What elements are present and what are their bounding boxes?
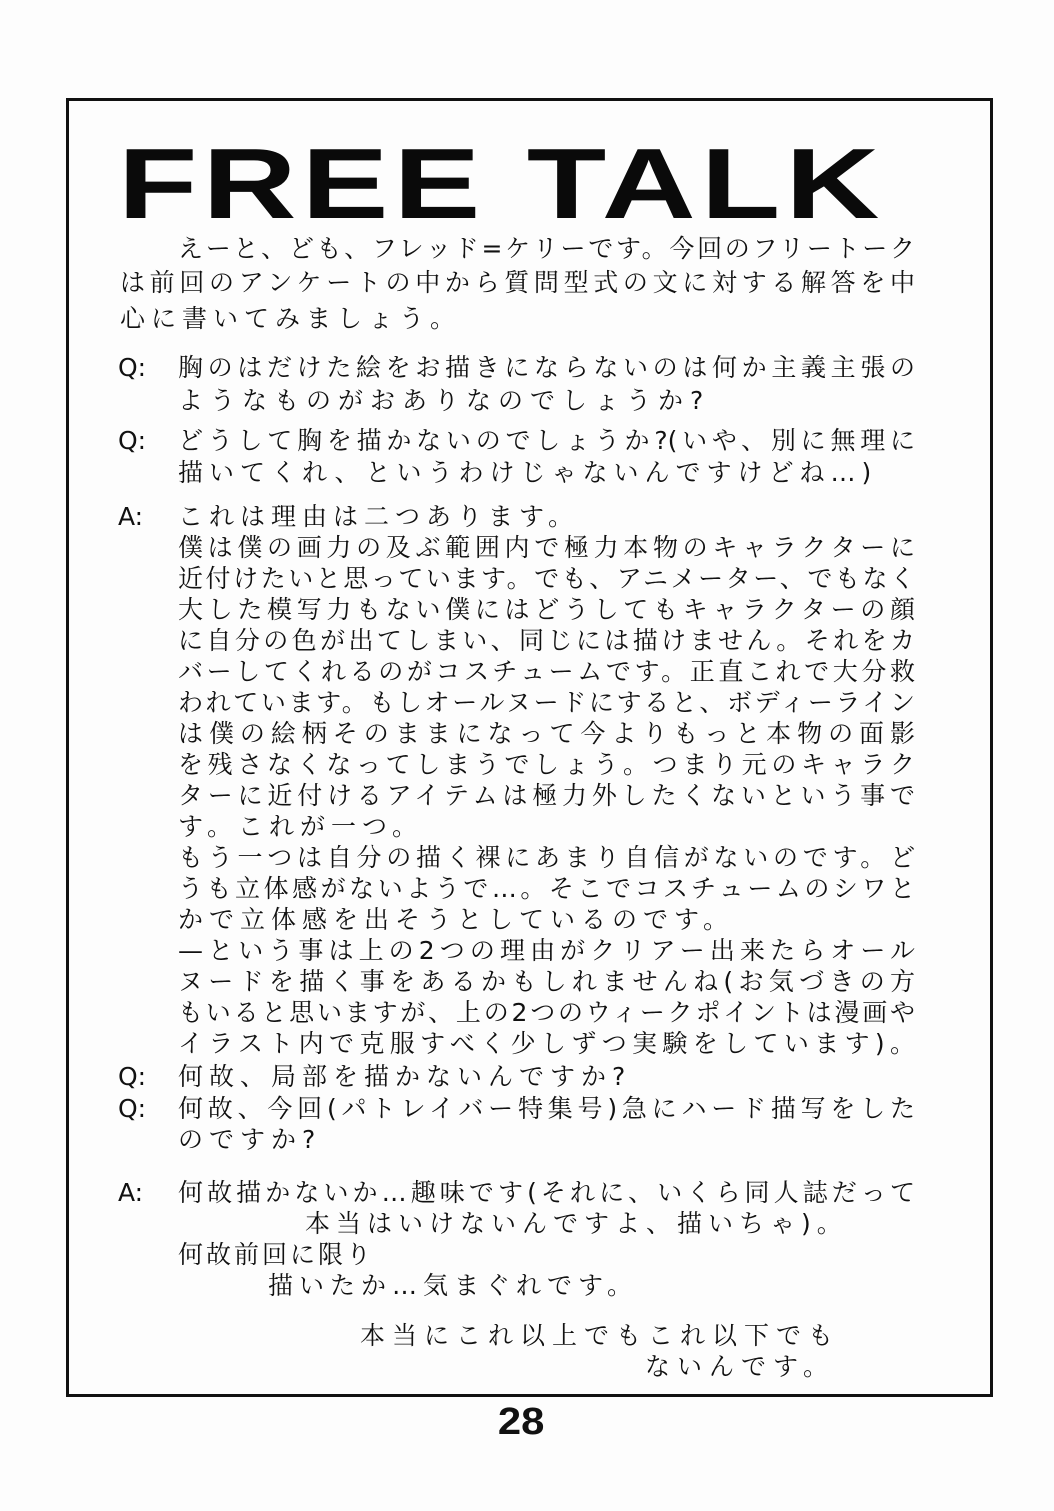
answer-line: 何故描かないか…趣味です(それに、いくら同人誌だって (178, 1178, 915, 1207)
intro-line: えーと、ども、フレッド=ケリーです。今回のフリートーク (178, 234, 915, 263)
question-label: Q: (118, 426, 147, 455)
question-line: のですか? (178, 1125, 322, 1154)
page-number: 28 (497, 1401, 545, 1443)
question-label: Q: (118, 1062, 147, 1091)
closing-line: ないんです。 (645, 1352, 836, 1381)
answer-label: A: (118, 1178, 144, 1207)
question-label: Q: (118, 353, 147, 382)
question-line: 描いてくれ、というわけじゃないんですけどね…) (178, 458, 878, 487)
answer-line: ターに近付けるアイテムは極力外したくないという事で (178, 781, 915, 810)
intro-line: 心に書いてみましょう。 (120, 304, 462, 333)
answer-line: かで立体感を出そうとしているのです。 (178, 905, 735, 934)
question-line: 胸のはだけた絵をお描きにならないのは何か主義主張の (178, 353, 915, 382)
answer-line: ヌードを描く事をあるかもしれませんね(お気づきの方 (178, 967, 915, 996)
answer-line: 大した模写力もない僕にはどうしてもキャラクターの顔 (178, 595, 915, 624)
page-title: FREE TALK (118, 128, 885, 240)
answer-label: A: (118, 502, 144, 531)
answer-line: は僕の絵柄そのままになって今よりもっと本物の面影 (178, 719, 915, 748)
answer-line: バーしてくれるのがコスチュームです。正直これで大分救 (178, 657, 915, 686)
answer-line: に自分の色が出てしまい、同じには描けません。それをカ (178, 626, 915, 655)
answer-line: これは理由は二つあります。 (178, 502, 580, 531)
answer-line: うも立体感がないようで…。そこでコスチュームのシワと (178, 874, 915, 903)
question-line: ようなものがおありなのでしょうか? (178, 386, 711, 415)
question-label: Q: (118, 1094, 147, 1123)
question-line: 何故、局部を描かないんですか? (178, 1062, 632, 1091)
answer-line: われています。もしオールヌードにすると、ボディーライン (178, 688, 915, 717)
answer-line: 僕は僕の画力の及ぶ範囲内で極力本物のキャラクターに (178, 533, 915, 562)
answer-line: イラスト内で克服すべく少しずつ実験をしています)。 (178, 1029, 915, 1058)
answer-line: を残さなくなってしまうでしょう。つまり元のキャラク (178, 750, 915, 779)
answer-line: 描いたか…気まぐれです。 (268, 1271, 639, 1300)
answer-line: もいると思いますが、上の2つのウィークポイントは漫画や (178, 998, 915, 1027)
answer-line: す。これが一つ。 (178, 812, 424, 841)
answer-line: 何故前回に限り (178, 1240, 375, 1269)
answer-line: もう一つは自分の描く裸にあまり自信がないのです。ど (178, 843, 915, 872)
answer-line: 近付けたいと思っています。でも、アニメーター、でもなく (178, 564, 915, 593)
answer-line: 本当はいけないんですよ、描いちゃ)。 (305, 1209, 848, 1238)
answer-line: —という事は上の2つの理由がクリアー出来たらオール (178, 936, 915, 965)
question-line: どうして胸を描かないのでしょうか?(いや、別に無理に (178, 426, 915, 455)
closing-line: 本当にこれ以上でもこれ以下でも (360, 1321, 841, 1350)
intro-line: は前回のアンケートの中から質問型式の文に対する解答を中 (120, 268, 915, 297)
question-line: 何故、今回(パトレイバー特集号)急にハード描写をした (178, 1094, 915, 1123)
